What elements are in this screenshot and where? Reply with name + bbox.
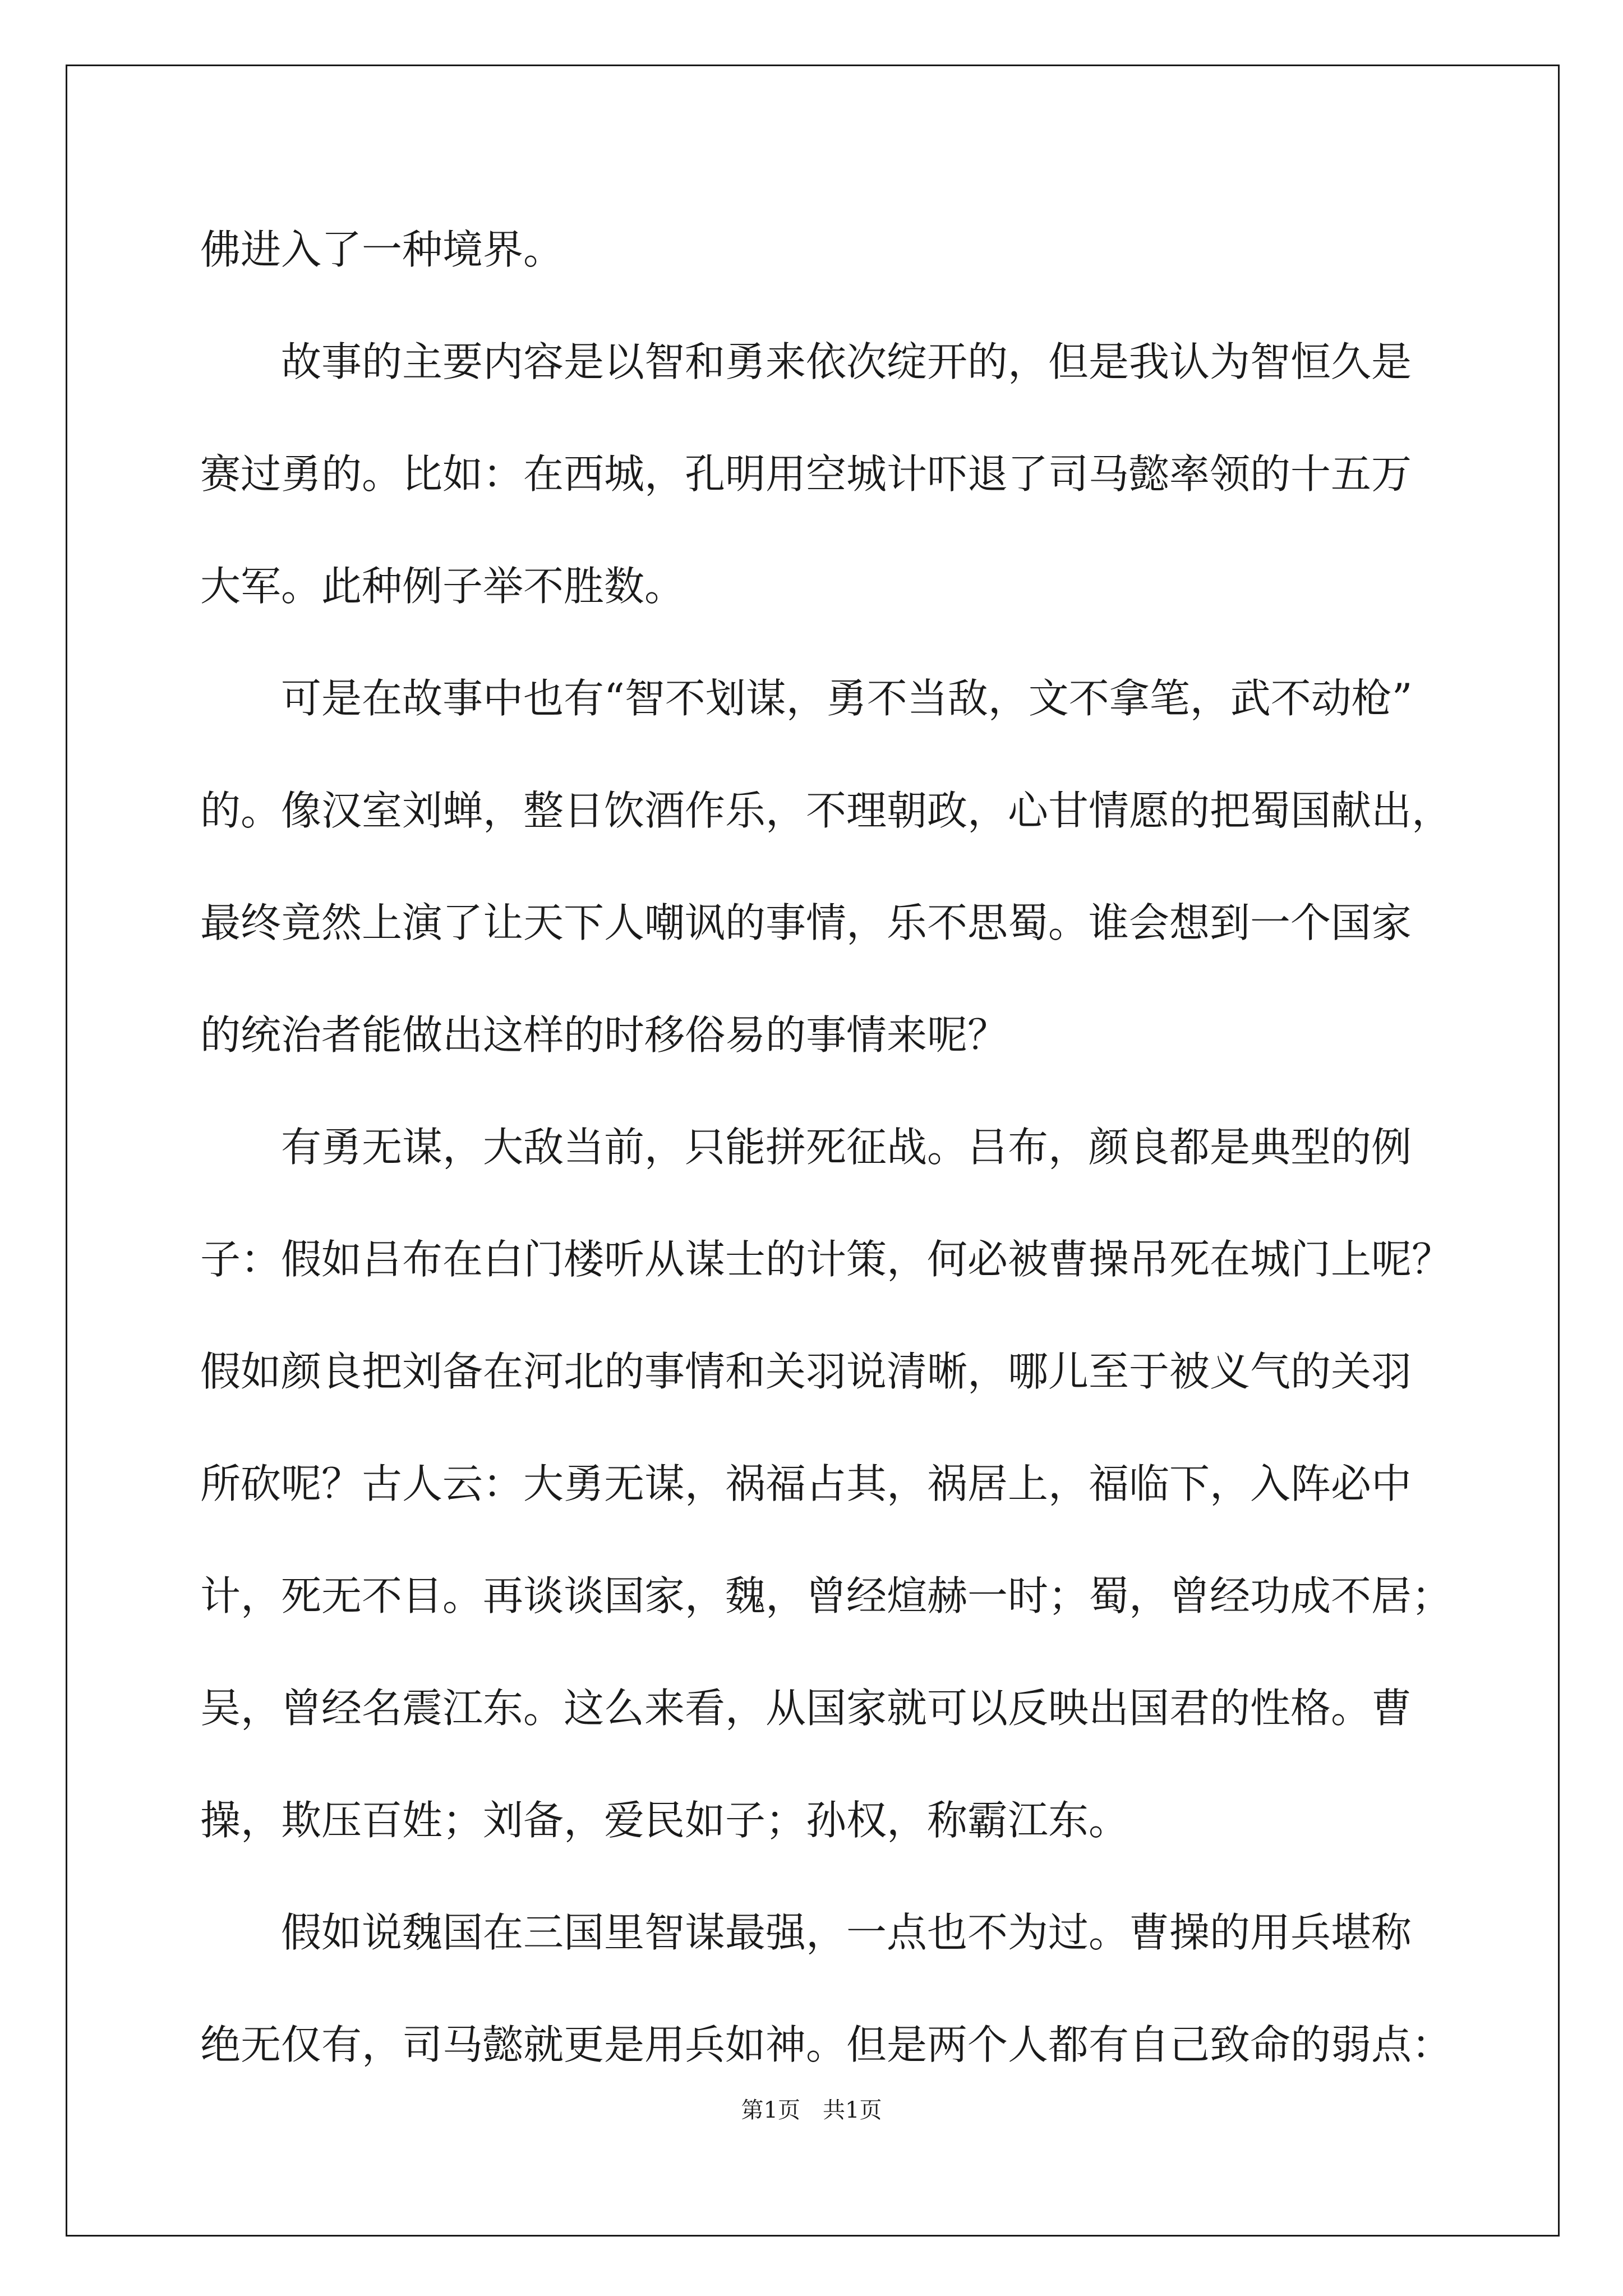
- page-footer: [0, 2093, 1623, 2127]
- text-line: 子：假如吕布在白门楼听从谋士的计策，何必被曹操吊死在城门上呢？: [200, 1236, 1453, 1283]
- text-line: 假如颜良把刘备在河北的事情和关羽说清晰，哪儿至于被义气的关羽: [200, 1348, 1412, 1395]
- text-line: 的。像汉室刘蝉，整日饮酒作乐，不理朝政，心甘情愿的把蜀国献出，: [200, 787, 1453, 834]
- text-line: 佛进入了一种境界。: [200, 226, 564, 273]
- text-line: 有勇无谋，大敌当前，只能拼死征战。吕布，颜良都是典型的例: [281, 1124, 1412, 1171]
- text-line: 计，死无不目。再谈谈国家，魏，曾经煊赫一时；蜀，曾经功成不居；: [200, 1572, 1453, 1619]
- text-line: 的统治者能做出这样的时移俗易的事情来呢？: [200, 1011, 1008, 1059]
- text-line: 最终竟然上演了让天下人嘲讽的事情，乐不思蜀。谁会想到一个国家: [200, 899, 1412, 946]
- text-line: 可是在故事中也有“智不划谋，勇不当敌，文不拿笔，武不动枪”: [281, 675, 1413, 722]
- text-line: 假如说魏国在三国里智谋最强，一点也不为过。曹操的用兵堪称: [281, 1909, 1412, 1956]
- text-line: 绝无仅有，司马懿就更是用兵如神。但是两个人都有自己致命的弱点：: [200, 2021, 1453, 2068]
- text-line: 赛过勇的。比如：在西城，孔明用空城计吓退了司马懿率领的十五万: [200, 450, 1412, 498]
- text-line: 吴，曾经名震江东。这么来看，从国家就可以反映出国君的性格。曹: [200, 1685, 1412, 1732]
- page-number-label: 第1页 共1页: [741, 2097, 882, 2123]
- text-line: 所砍呢？古人云：大勇无谋，祸福占其，祸居上，福临下，入阵必中: [200, 1460, 1412, 1507]
- text-line: 操，欺压百姓；刘备，爱民如子；孙权，称霸江东。: [200, 1797, 1129, 1844]
- text-line: 大军。此种例子举不胜数。: [200, 563, 685, 610]
- text-line: 故事的主要内容是以智和勇来依次绽开的，但是我认为智恒久是: [281, 338, 1412, 385]
